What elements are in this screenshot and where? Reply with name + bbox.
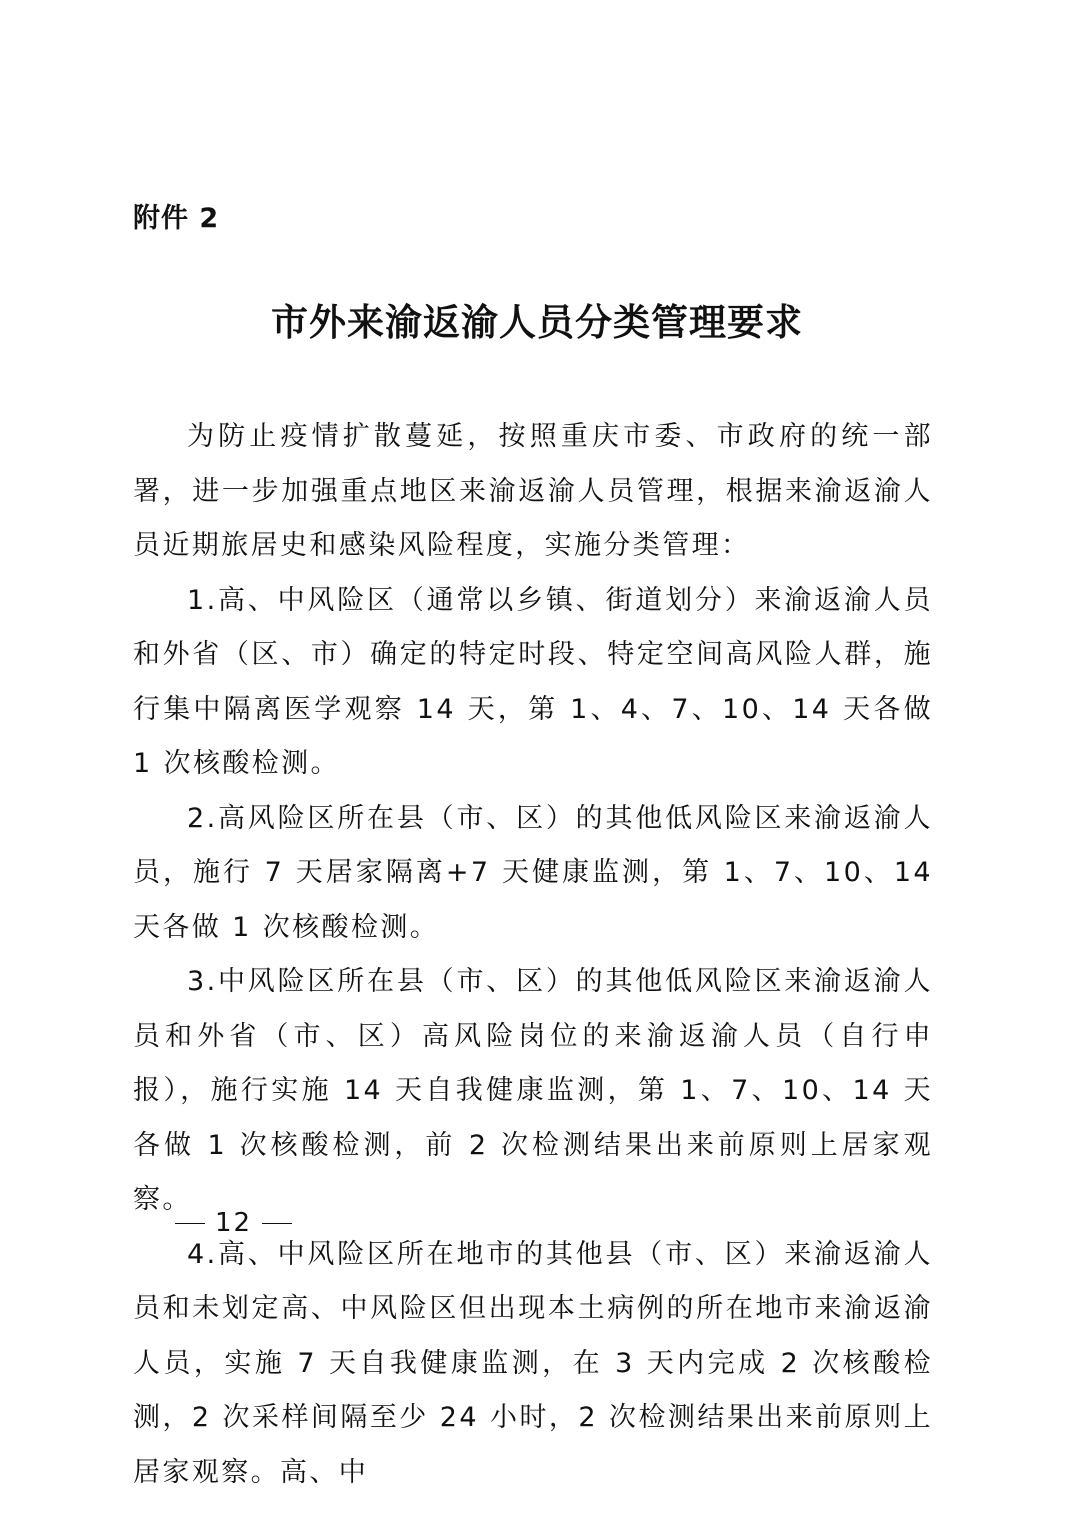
rule-paragraph-3: 3.中风险区所在县（市、区）的其他低风险区来渝返渝人员和外省（市、区）高风险岗位的来渝返渝人员（自行申报），施行实施 14 天自我健康监测，第 1、7、10、14 天各做 1 次核酸检测，前 2 次检测结果出来前原则上居家观察。	[133, 966, 933, 1215]
page-number: 12	[215, 1208, 253, 1238]
document-body	[133, 410, 933, 1500]
right-dash	[262, 1223, 292, 1224]
document-title: 市外来渝返渝人员分类管理要求	[271, 300, 803, 344]
rule-paragraph-4: 4.高、中风险区所在地市的其他县（市、区）来渝返渝人员和未划定高、中风险区但出现本土病例的所在地市来渝返渝人员，实施 7 天自我健康监测，在 3 天内完成 2 次核酸检测，2 次采样间隔至少 24 小时，2 次检测结果出来前原则上居家观察。高、中	[133, 1238, 933, 1488]
rule-paragraph-2: 2.高风险区所在县（市、区）的其他低风险区来渝返渝人员，施行 7 天居家隔离+7 天健康监测，第 1、7、10、14 天各做 1 次核酸检测。	[133, 802, 933, 943]
rule-paragraph-1: 1.高、中风险区（通常以乡镇、街道划分）来渝返渝人员和外省（区、市）确定的特定时段、特定空间高风险人群，施行集中隔离医学观察 14 天，第 1、4、7、10、14 天各做 1 次核酸检测。	[133, 584, 933, 779]
attachment-label: 附件 2	[133, 203, 220, 234]
intro-paragraph: 为防止疫情扩散蔓延，按照重庆市委、市政府的统一部署，进一步加强重点地区来渝返渝人员管理，根据来渝返渝人员近期旅居史和感染风险程度，实施分类管理：	[133, 421, 933, 561]
page-number-footer	[165, 1208, 302, 1238]
left-dash	[175, 1223, 205, 1224]
